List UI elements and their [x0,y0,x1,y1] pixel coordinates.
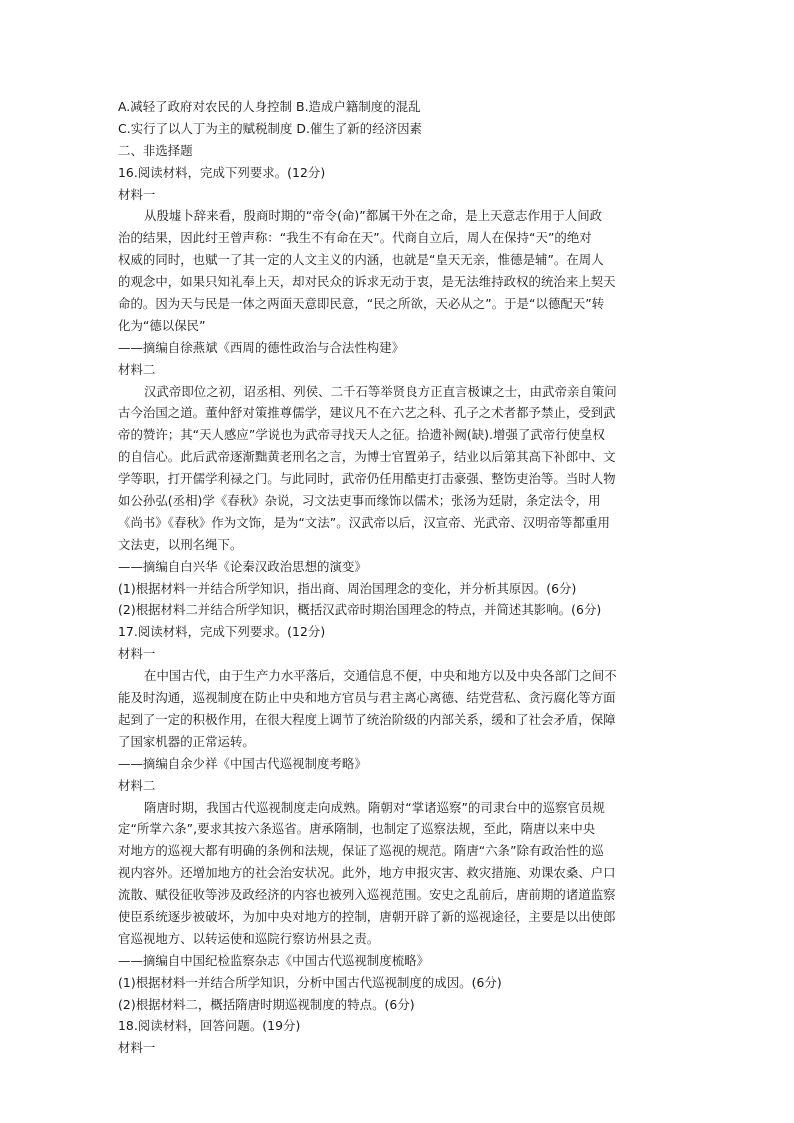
q17-material-1-line: 能及时沟通，巡视制度在防止中央和地方官员与君主离心离德、结党营私、贪污腐化等方面 [118,690,616,706]
q17-material-2-line: 使臣系统逐步被破坏，为加中央对地方的控制，唐朝开辟了新的巡视途径，主要是以出使郎 [118,908,616,924]
q17-stem: 17.阅读材料，完成下列要求。(12分) [118,624,326,640]
q16-material-1-line: 的观念中，如果只知礼奉上天，却对民众的诉求无动于衷，是无法维持政权的统治来上契天 [118,274,616,290]
q18-material-1-label: 材料一 [118,1040,156,1056]
q17-material-1-line: 起到了一定的积极作用，在很大程度上调节了统治阶级的内部关系，缓和了社会矛盾，保障 [118,711,616,727]
q17-material-2-source: ——摘编自中国纪检监察杂志《中国古代巡视制度梳略》 [118,952,430,968]
option-cd: C.实行了以人丁为主的赋税制度 D.催生了新的经济因素 [118,120,422,136]
q16-material-2-line: 如公孙弘(丞相)学《春秋》杂说，习文法吏事而缘饰以儒术；张汤为廷尉，条定法令，用 [118,493,601,509]
q16-material-1-source: ——摘编自徐燕斌《西周的德性政治与合法性构建》 [118,339,405,355]
q16-material-2-line: 文法吏，以刑名绳下。 [118,536,243,552]
q17-material-2-line: 定“所掌六条”,要求其按六条巡省。唐承隋制，也制定了巡察法规，至此，隋唐以来中央 [118,821,596,837]
q16-ask-2: (2)根据材料二并结合所学知识，概括汉武帝时期治国理念的特点，并简述其影响。(6分) [118,602,602,618]
q17-material-2-line: 视内容外。还增加地方的社会治安状况。此外，地方申报灾害、救灾措施、劝课农桑、户口 [118,865,616,881]
section-title: 二、非选择题 [118,142,193,158]
q16-material-1-line: 从殷墟卜辞来看，殷商时期的“帝令(命)”都属干外在之命，是上天意志作用于人间政 [144,208,603,224]
q17-ask-2: (2)根据材料二，概括隋唐时期巡视制度的特点。(6分) [118,996,415,1012]
option-ab: A.减轻了政府对农民的人身控制 B.造成户籍制度的混乱 [118,99,421,114]
q17-material-1-line: 在中国古代，由于生产力水平落后，交通信息不便，中央和地方以及中央各部门之间不 [144,668,617,684]
q17-material-2-line: 隋唐时期，我国古代巡视制度走向成熟。隋朝对“掌诸巡察”的司隶台中的巡察官员规 [144,799,605,815]
q16-material-2-line: 古今治国之道。董仲舒对策推尊儒学，建议凡不在六艺之科、孔子之术者都予禁止，受到武 [118,405,616,421]
q16-ask-1: (1)根据材料一并结合所学知识，指出商、周治国理念的变化，并分析其原因。(6分) [118,580,577,596]
q16-material-1-label: 材料一 [118,186,156,202]
q16-material-2-label: 材料二 [118,361,156,377]
q17-material-1-line: 了国家机器的正常运转。 [118,733,255,749]
q18-stem: 18.阅读材料，回答问题。(19分) [118,1018,301,1034]
q17-material-2-line: 流散、赋役征收等涉及政经济的内容也被列入巡视范围。安史之乱前后，唐前期的诸道监察 [118,887,616,903]
q17-material-1-label: 材料一 [118,646,156,662]
q17-material-2-line: 官巡视地方、以转运使和巡院行察访州县之责。 [118,930,380,946]
q16-material-2-line: 汉武帝即位之初，诏丞相、列侯、二千石等举贤良方正直言极谏之士，由武帝亲自策问 [144,383,617,399]
q16-material-2-line: 学等职，打开儒学利禄之门。与此同时，武帝仍任用酷吏打击豪强、整饬吏治等。当时人物 [118,471,616,487]
q17-material-2-line: 对地方的巡视大都有明确的条例和法规，保证了巡视的规范。隋唐“六条”除有政治性的巡 [118,843,604,859]
q17-ask-1: (1)根据材料一并结合所学知识，分析中国古代巡视制度的成因。(6分) [118,974,502,990]
q16-material-1-line: 权威的同时，也赋一了其一定的人文主义的内涵，也就是“皇天无亲，惟德是辅”。在周人 [118,252,604,268]
q16-material-2-line: 帝的赞许；其“天人感应”学说也为武帝寻找天人之征。拾遗补阙(缺).增强了武帝行使皇权 [118,427,605,443]
q16-material-2-source: ——摘编自白兴华《论秦汉政治思想的演变》 [118,558,367,574]
q17-material-2-label: 材料二 [118,777,156,793]
q16-material-1-line: 治的结果，因此纣王曾声称：“我生不有命在天”。代商自立后，周人在保持“天”的绝对 [118,230,592,246]
q17-material-1-source: ——摘编自余少祥《中国古代巡视制度考略》 [118,755,367,771]
q16-material-1-line: 命的。因为天与民是一体之两面天意即民意，“民之所欲，天必从之”。于是“以德配天”转 [118,296,605,312]
document-page [118,96,678,1059]
q16-stem: 16.阅读材料，完成下列要求。(12分) [118,164,326,180]
q16-material-1-line: 化为“德以保民” [118,317,206,333]
q16-material-2-line: 《尚书》《春秋》作为文饰，是为“文法”。汉武帝以后，汉宣帝、光武帝、汉明帝等都重用 [118,514,610,530]
q16-material-2-line: 的自信心。此后武帝逐渐黜黄老刑名之言，为博士官置弟子，结业以后第其高下补郎中、文 [118,449,616,465]
